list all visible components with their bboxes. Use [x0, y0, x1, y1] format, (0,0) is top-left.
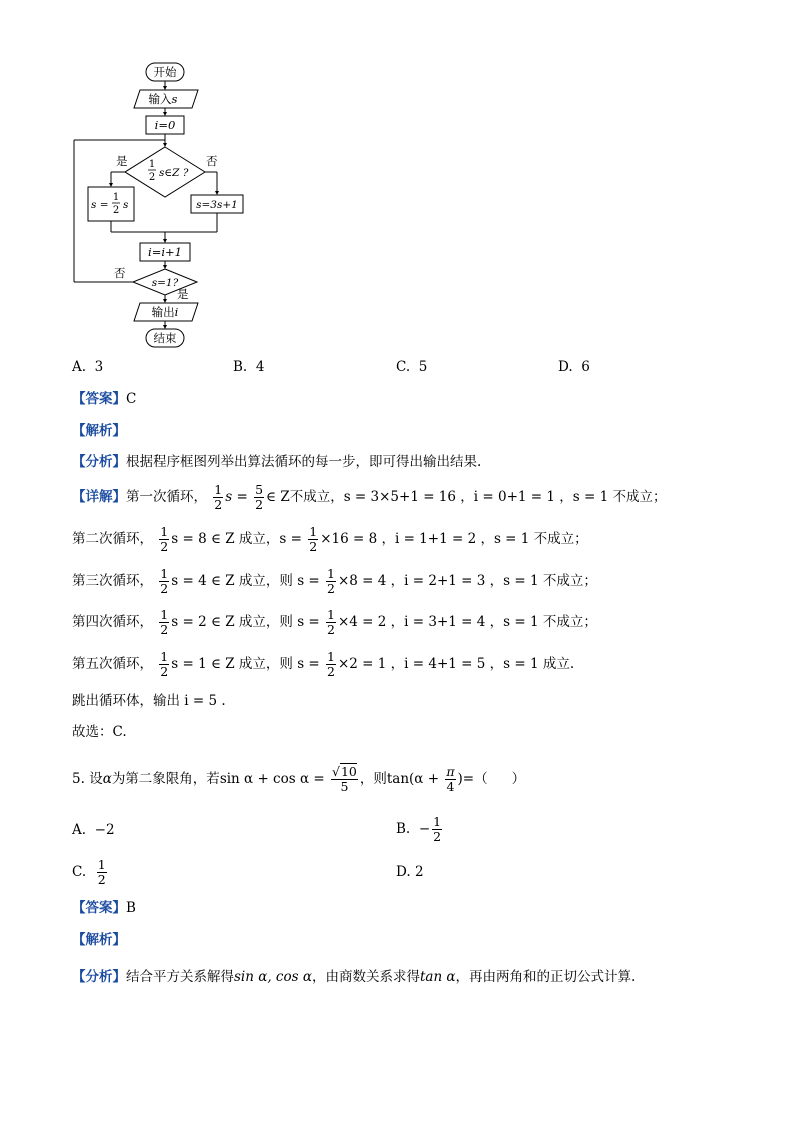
svg-text:输入s: [149, 92, 178, 106]
q5-choice-d: D. 2: [396, 864, 424, 880]
q4-analysis-heading: 【解析】: [72, 423, 126, 439]
init-label: i=0: [154, 118, 176, 132]
q4-final: 故选：C.: [72, 724, 127, 740]
q5-stem: 5. 设α为第二象限角，若sin α + cos α = $\frac{√10}{5}$ ，则tan(α + $\frac{\pi}{4}$ )=（ ）: [72, 763, 526, 794]
input-var: s: [171, 92, 178, 106]
output-label: 输出: [151, 305, 175, 319]
no-label-1: 否: [206, 154, 218, 168]
q5-choice-a: A. −2: [72, 822, 115, 838]
q4-answer: 【答案】C: [72, 391, 137, 407]
halve-den: 2: [112, 205, 120, 216]
q4-choice-b: B. 4: [233, 359, 265, 375]
output-var: i: [174, 305, 179, 319]
increment-label: i=i+1: [148, 245, 182, 259]
input-label: 输入: [148, 92, 172, 106]
q4-choice-a: A. 3: [72, 359, 104, 375]
halve-lhs: s =: [91, 199, 109, 211]
q5-answer: 【答案】B: [72, 900, 136, 916]
q4-step-4: 第四次循环， $\frac{1}{2}$ s = 2 ∈ Z 成立，则 s = $\frac{1}{2}$ ×4 = 2 ，i = 3+1 = 4 ，s = 1 不成立；: [72, 606, 597, 637]
q4-conclusion: 跳出循环体，输出 i = 5 .: [72, 693, 226, 709]
cond-label: s∈Z ?: [159, 167, 189, 179]
no-label-2: 否: [114, 266, 126, 280]
halve-num: 1: [112, 192, 120, 203]
q4-step-5: 第五次循环， $\frac{1}{2}$ s = 1 ∈ Z 成立，则 s = $\frac{1}{2}$ ×2 = 1 ，i = 4+1 = 5 ，s = 1 成立.: [72, 648, 575, 679]
q5-choice-b: B. − $\frac{1}{2}$: [396, 813, 442, 844]
halve-rhs: s: [123, 199, 129, 211]
q5-fenxi: 【分析】结合平方关系解得sin α, cos α，由商数关系求得tan α，再由两角和的正切公式计算.: [72, 969, 636, 985]
q4-fenxi: 【分析】根据程序框图列举出算法循环的每一步，即可得出输出结果.: [72, 454, 482, 470]
cond-frac-num: 1: [148, 159, 156, 170]
end-label: 结束: [153, 331, 177, 345]
yes-label-2: 是: [177, 287, 189, 301]
flowchart: [60, 60, 260, 355]
q4-choice-d: D. 6: [558, 359, 590, 375]
cond-frac-den: 2: [148, 172, 156, 183]
yes-label-1: 是: [116, 154, 128, 168]
svg-text:输出i: [152, 305, 179, 319]
start-label: 开始: [153, 65, 177, 79]
q4-step-1: 【详解】第一次循环， $\frac{1}{2}$ s = $\frac{5}{2}$ ∈ Z不成立，s = 3×5+1 = 16 ，i = 0+1 = 1 ，s = 1 不成立；: [72, 481, 667, 512]
triple-label: s=3s+1: [196, 199, 238, 211]
q4-step-2: 第二次循环， $\frac{1}{2}$ s = 8 ∈ Z 成立，s = $\frac{1}{2}$ ×16 = 8 ，i = 1+1 = 2 ，s = 1 不成立；: [72, 523, 588, 554]
q5-analysis-heading: 【解析】: [72, 932, 126, 948]
cond2-label: s=1?: [151, 277, 179, 289]
q4-choice-c: C. 5: [396, 359, 428, 375]
q5-choice-c: C. $\frac{1}{2}$: [72, 856, 106, 887]
q4-step-3: 第三次循环， $\frac{1}{2}$ s = 4 ∈ Z 成立，则 s = $\frac{1}{2}$ ×8 = 4 ，i = 2+1 = 3 ，s = 1 不成立；: [72, 565, 597, 596]
